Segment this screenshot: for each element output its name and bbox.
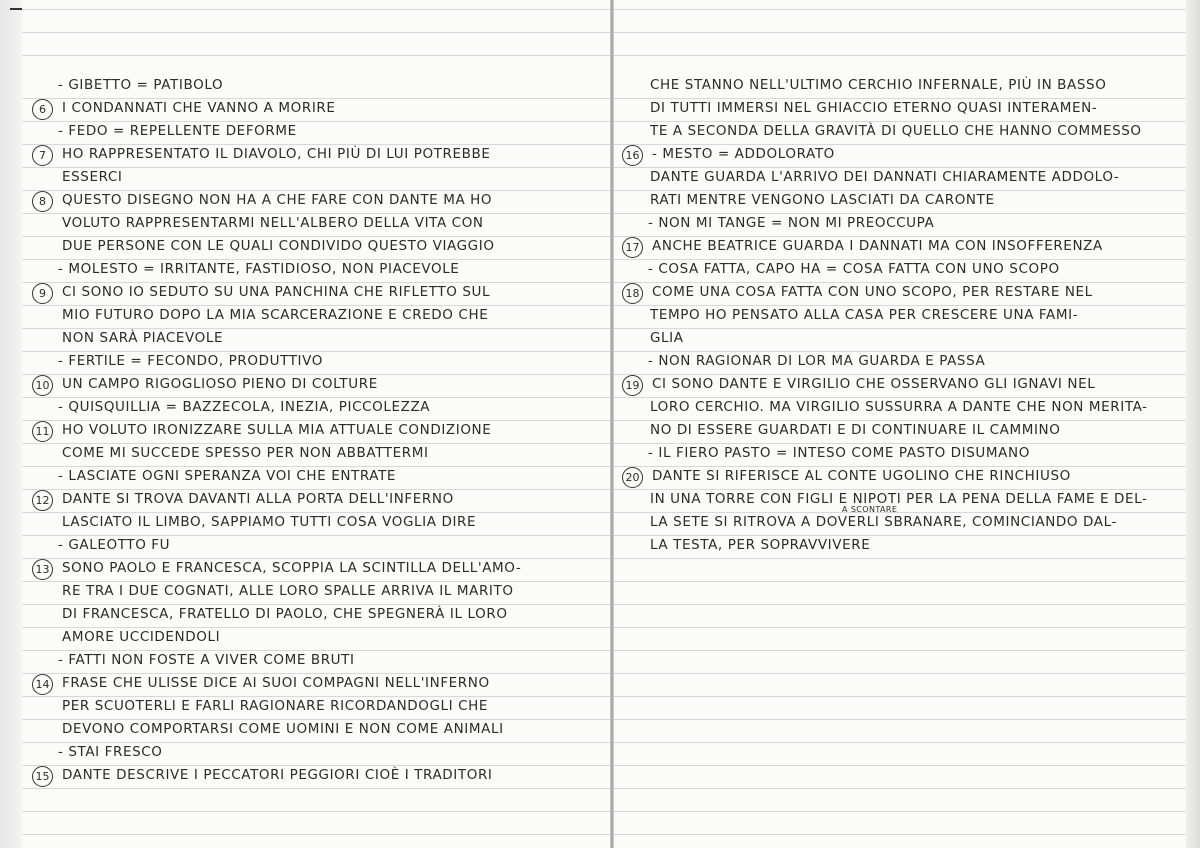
numbered-entry-line — [614, 235, 1186, 258]
numbered-entry-line — [614, 281, 1186, 304]
line-text: COME UNA COSA FATTA CON UNO SCOPO, PER RESTARE NEL — [652, 284, 1093, 300]
term-definition-line — [614, 442, 1186, 465]
line-text: - MOLESTO = IRRITANTE, FASTIDIOSO, NON PIACEVOLE — [58, 261, 460, 277]
continuation-line — [22, 235, 612, 258]
term-definition-line — [22, 465, 612, 488]
line-text: DI FRANCESCA, FRATELLO DI PAOLO, CHE SPEGNERÀ IL LORO — [62, 606, 508, 622]
numbered-entry-line — [614, 373, 1186, 396]
numbered-entry-line — [22, 373, 612, 396]
line-text: TEMPO HO PENSATO ALLA CASA PER CRESCERE UNA FAMI- — [650, 307, 1079, 323]
line-text: LA TESTA, PER SOPRAVVIVERE — [650, 537, 871, 553]
term-definition-line — [22, 741, 612, 764]
numbered-entry-line — [22, 672, 612, 695]
term-definition-line — [22, 350, 612, 373]
line-text: DANTE DESCRIVE I PECCATORI PEGGIORI CIOÈ I TRADITORI — [62, 767, 493, 783]
continuation-line — [614, 166, 1186, 189]
superscript-note: A SCONTARE — [842, 505, 898, 514]
term-definition-line — [22, 396, 612, 419]
entry-number-circle: 19 — [622, 375, 643, 396]
line-text: FRASE CHE ULISSE DICE AI SUOI COMPAGNI NELL'INFERNO — [62, 675, 490, 691]
line-text: ESSERCI — [62, 169, 123, 185]
numbered-entry-line — [22, 97, 612, 120]
continuation-line — [22, 511, 612, 534]
line-text: COME MI SUCCEDE SPESSO PER NON ABBATTERMI — [62, 445, 429, 461]
entry-number-circle: 12 — [32, 490, 53, 511]
line-text: LASCIATO IL LIMBO, SAPPIAMO TUTTI COSA VOGLIA DIRE — [62, 514, 477, 530]
continuation-line — [614, 189, 1186, 212]
line-text: - FATTI NON FOSTE A VIVER COME BRUTI — [58, 652, 355, 668]
entry-number-circle: 10 — [32, 375, 53, 396]
line-text: - COSA FATTA, CAPO HA = COSA FATTA CON UNO SCOPO — [648, 261, 1060, 277]
entry-number-circle: 16 — [622, 145, 643, 166]
line-text: - STAI FRESCO — [58, 744, 163, 760]
left-page — [22, 0, 612, 848]
line-text: I CONDANNATI CHE VANNO A MORIRE — [62, 100, 336, 116]
line-text: QUESTO DISEGNO NON HA A CHE FARE CON DANTE MA HO — [62, 192, 493, 208]
line-text: RATI MENTRE VENGONO LASCIATI DA CARONTE — [650, 192, 995, 208]
term-definition-line — [614, 258, 1186, 281]
page-edge-right — [1186, 0, 1200, 848]
continuation-line — [22, 327, 612, 350]
continuation-line — [22, 166, 612, 189]
continuation-line — [614, 419, 1186, 442]
line-text: MIO FUTURO DOPO LA MIA SCARCERAZIONE E CREDO CHE — [62, 307, 489, 323]
page-edge-left — [0, 0, 22, 848]
entry-number-circle: 11 — [32, 421, 53, 442]
continuation-line — [614, 120, 1186, 143]
line-text: - GIBETTO = PATIBOLO — [58, 77, 224, 93]
continuation-line — [614, 511, 1186, 534]
numbered-entry-line — [22, 419, 612, 442]
continuation-line — [614, 396, 1186, 419]
term-definition-line — [22, 120, 612, 143]
line-text: HO VOLUTO IRONIZZARE SULLA MIA ATTUALE CONDIZIONE — [62, 422, 492, 438]
entry-number-circle: 6 — [32, 99, 53, 120]
line-text: TE A SECONDA DELLA GRAVITÀ DI QUELLO CHE HANNO COMMESSO — [650, 123, 1142, 139]
line-text: NON SARÀ PIACEVOLE — [62, 330, 224, 346]
term-definition-line — [22, 649, 612, 672]
entry-number-circle: 20 — [622, 467, 643, 488]
continuation-line — [22, 626, 612, 649]
numbered-entry-line — [22, 189, 612, 212]
entry-number-circle: 14 — [32, 674, 53, 695]
line-text: ANCHE BEATRICE GUARDA I DANNATI MA CON INSOFFERENZA — [652, 238, 1103, 254]
continuation-line — [614, 74, 1186, 97]
numbered-entry-line — [22, 764, 612, 787]
line-text: DANTE GUARDA L'ARRIVO DEI DANNATI CHIARAMENTE ADDOLO- — [650, 169, 1120, 185]
entry-number-circle: 7 — [32, 145, 53, 166]
line-text: IN UNA TORRE CON FIGLI E NIPOTI PER LA PENA DELLA FAME E DEL- — [650, 491, 1148, 507]
continuation-line — [22, 580, 612, 603]
numbered-entry-line — [614, 143, 1186, 166]
numbered-entry-line — [22, 143, 612, 166]
line-text: CHE STANNO NELL'ULTIMO CERCHIO INFERNALE, PIÙ IN BASSO — [650, 77, 1107, 93]
line-text: AMORE UCCIDENDOLI — [62, 629, 221, 645]
continuation-line — [22, 603, 612, 626]
entry-number-circle: 9 — [32, 283, 53, 304]
right-page-lines — [614, 74, 1186, 557]
numbered-entry-line — [614, 465, 1186, 488]
line-text: LORO CERCHIO. MA VIRGILIO SUSSURRA A DANTE CHE NON MERITA- — [650, 399, 1148, 415]
term-definition-line — [22, 534, 612, 557]
entry-number-circle: 8 — [32, 191, 53, 212]
right-page — [614, 0, 1186, 848]
left-page-lines — [22, 74, 612, 787]
term-definition-line — [22, 258, 612, 281]
edge-mark — [10, 8, 22, 10]
line-text: CI SONO IO SEDUTO SU UNA PANCHINA CHE RIFLETTO SUL — [62, 284, 491, 300]
continuation-line — [22, 442, 612, 465]
line-text: VOLUTO RAPPRESENTARMI NELL'ALBERO DELLA VITA CON — [62, 215, 484, 231]
numbered-entry-line — [22, 557, 612, 580]
term-definition-line — [614, 212, 1186, 235]
line-text: - NON MI TANGE = NON MI PREOCCUPA — [648, 215, 935, 231]
line-text: - NON RAGIONAR DI LOR MA GUARDA E PASSA — [648, 353, 986, 369]
line-text: GLIA — [650, 330, 684, 346]
line-text: - FERTILE = FECONDO, PRODUTTIVO — [58, 353, 323, 369]
continuation-line — [614, 534, 1186, 557]
line-text: - IL FIERO PASTO = INTESO COME PASTO DISUMANO — [648, 445, 1030, 461]
numbered-entry-line — [22, 488, 612, 511]
continuation-line — [22, 695, 612, 718]
numbered-entry-line — [22, 281, 612, 304]
line-text: - FEDO = REPELLENTE DEFORME — [58, 123, 297, 139]
line-text: UN CAMPO RIGOGLIOSO PIENO DI COLTURE — [62, 376, 378, 392]
line-text: - LASCIATE OGNI SPERANZA VOI CHE ENTRATE — [58, 468, 397, 484]
term-definition-line — [22, 74, 612, 97]
line-text: HO RAPPRESENTATO IL DIAVOLO, CHI PIÙ DI LUI POTREBBE — [62, 146, 491, 162]
entry-number-circle: 18 — [622, 283, 643, 304]
continuation-line — [614, 304, 1186, 327]
line-text: - QUISQUILLIA = BAZZECOLA, INEZIA, PICCOLEZZA — [58, 399, 431, 415]
line-text: LA SETE SI RITROVA A DOVERLI SBRANARE, COMINCIANDO DAL- — [650, 514, 1117, 530]
entry-number-circle: 17 — [622, 237, 643, 258]
continuation-line — [22, 304, 612, 327]
line-text: DUE PERSONE CON LE QUALI CONDIVIDO QUESTO VIAGGIO — [62, 238, 495, 254]
line-text: PER SCUOTERLI E FARLI RAGIONARE RICORDANDOGLI CHE — [62, 698, 489, 714]
line-text: NO DI ESSERE GUARDATI E DI CONTINUARE IL CAMMINO — [650, 422, 1061, 438]
continuation-line — [22, 212, 612, 235]
continuation-line — [22, 718, 612, 741]
line-text: CI SONO DANTE E VIRGILIO CHE OSSERVANO GLI IGNAVI NEL — [652, 376, 1096, 392]
line-text: DEVONO COMPORTARSI COME UOMINI E NON COME ANIMALI — [62, 721, 504, 737]
line-text: RE TRA I DUE COGNATI, ALLE LORO SPALLE ARRIVA IL MARITO — [62, 583, 514, 599]
line-text: - MESTO = ADDOLORATO — [652, 146, 835, 162]
line-text: DANTE SI TROVA DAVANTI ALLA PORTA DELL'INFERNO — [62, 491, 454, 507]
continuation-line — [614, 97, 1186, 120]
continuation-line — [614, 488, 1186, 511]
entry-number-circle: 15 — [32, 766, 53, 787]
line-text: DI TUTTI IMMERSI NEL GHIACCIO ETERNO QUASI INTERAMEN- — [650, 100, 1098, 116]
line-text: - GALEOTTO FU — [58, 537, 171, 553]
continuation-line — [614, 327, 1186, 350]
term-definition-line — [614, 350, 1186, 373]
line-text: SONO PAOLO E FRANCESCA, SCOPPIA LA SCINTILLA DELL'AMO- — [62, 560, 522, 576]
line-text: DANTE SI RIFERISCE AL CONTE UGOLINO CHE RINCHIUSO — [652, 468, 1071, 484]
entry-number-circle: 13 — [32, 559, 53, 580]
